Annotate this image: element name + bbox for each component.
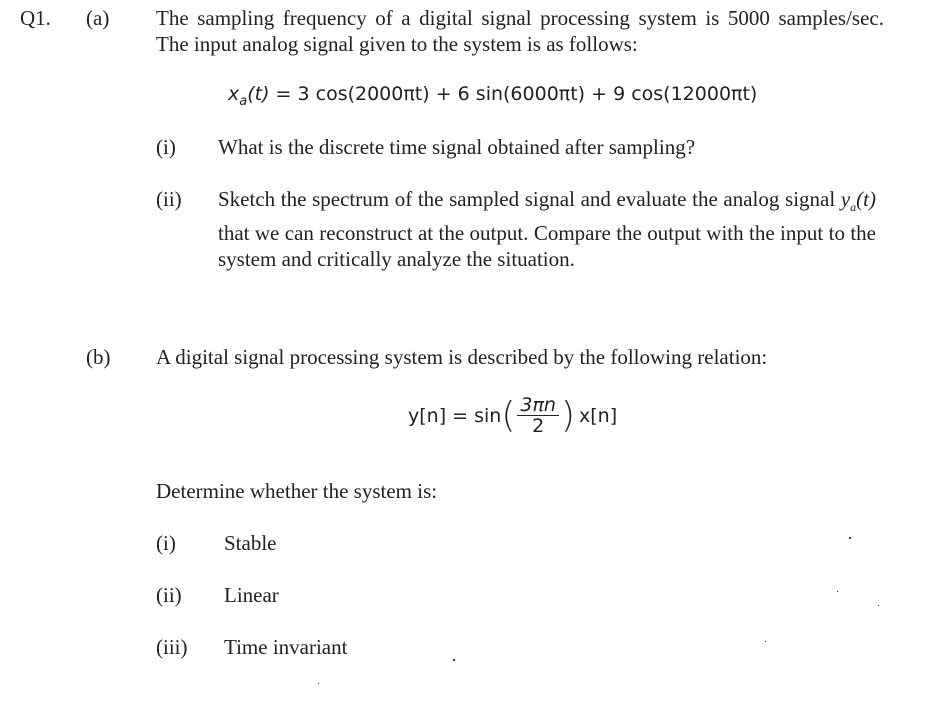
- item-ii-text-after: that we can reconstruct at the output. Compare the output with the input to the system and critically analyze the situation.: [218, 221, 876, 272]
- part-b-item-ii-text: Linear: [224, 583, 279, 607]
- equation-rhs: 3 cos(2000πt) + 6 sin(6000πt) + 9 cos(12000πt): [297, 83, 758, 105]
- right-paren: ): [560, 395, 576, 436]
- scan-speck: [878, 605, 879, 606]
- part-a-item-i-text: What is the discrete time signal obtained after sampling?: [218, 135, 696, 159]
- part-b-equation-rhs: x[n]: [579, 404, 618, 427]
- fraction-denominator: 2: [532, 415, 545, 437]
- item-ii-signal-arg: (t): [856, 187, 876, 211]
- part-a-item-ii-label: (ii): [156, 187, 182, 211]
- item-ii-signal-subscript: a: [850, 200, 857, 215]
- part-b-item-iii-label: (iii): [156, 635, 188, 659]
- scan-speck: [837, 591, 838, 592]
- part-b-equation-lhs: y[n] = sin: [408, 404, 502, 427]
- part-a-text: The sampling frequency of a digital signal processing system is 5000 samples/sec. The input analog signal given to the system is as follows:: [156, 6, 884, 56]
- question-number: Q1.: [20, 6, 51, 30]
- scan-speck: [849, 537, 851, 539]
- item-ii-signal: y: [840, 187, 851, 211]
- left-paren: (: [501, 395, 516, 436]
- part-a-label: (a): [86, 6, 110, 30]
- fraction: [517, 395, 559, 436]
- item-ii-text-before: Sketch the spectrum of the sampled signal and evaluate the analog signal: [218, 187, 841, 211]
- scan-speck: [453, 659, 455, 661]
- part-b-determine: Determine whether the system is:: [156, 479, 438, 503]
- part-b-text: A digital signal processing system is described by the following relation:: [156, 345, 768, 369]
- part-b-label: (b): [86, 345, 111, 369]
- part-b-item-i-label: (i): [156, 531, 176, 555]
- part-b-item-iii-text: Time invariant: [224, 635, 348, 659]
- scan-speck: [765, 641, 766, 642]
- scan-speck: [318, 683, 319, 684]
- equation-lhs: x: [228, 83, 240, 105]
- part-a-item-i-label: (i): [156, 135, 176, 159]
- part-b-item-ii-label: (ii): [156, 583, 182, 607]
- part-a-equation: [228, 83, 757, 109]
- part-b-item-i-text: Stable: [224, 531, 277, 555]
- part-b-equation: [408, 395, 617, 436]
- fraction-numerator: 3πn: [517, 395, 559, 416]
- equation-lhs-arg: (t) =: [247, 83, 298, 105]
- part-a-item-ii-text: [218, 186, 876, 272]
- equation-lhs-subscript: a: [239, 93, 248, 109]
